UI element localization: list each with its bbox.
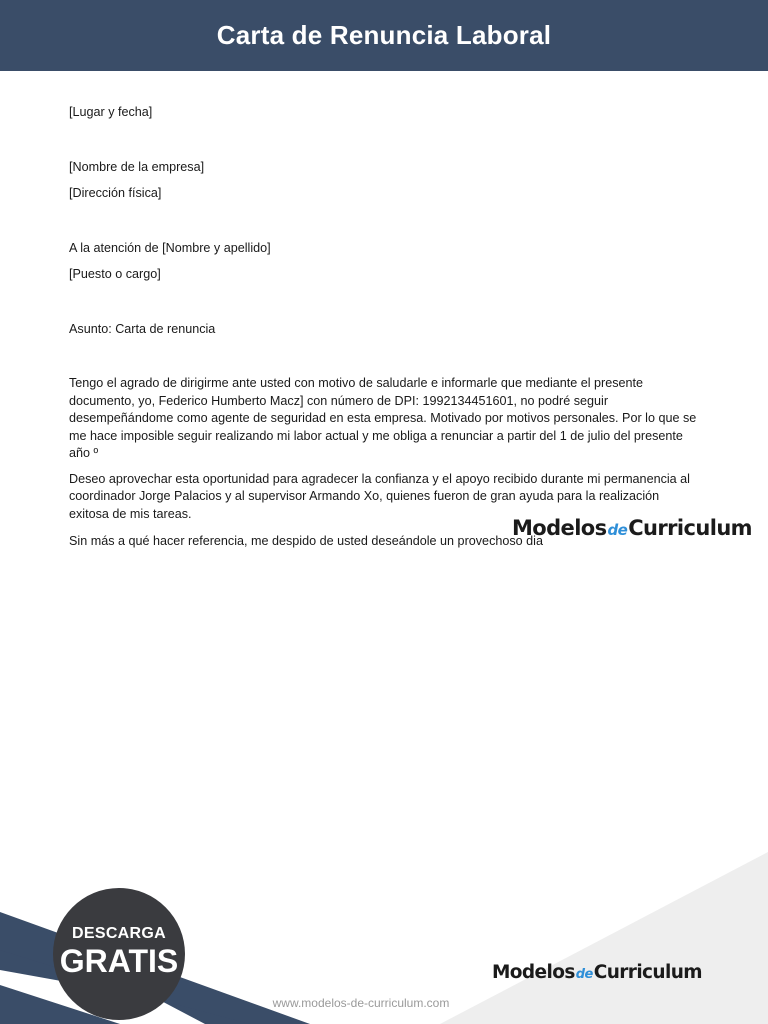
brand-logo bbox=[512, 516, 752, 540]
footer-url[interactable]: www.modelos-de-curriculum.com bbox=[272, 996, 450, 1010]
letter-body bbox=[69, 104, 699, 559]
logo-text-curriculum: Curriculum bbox=[628, 516, 752, 540]
logo-text-modelos: Modelos bbox=[512, 516, 607, 540]
footer-logo-curriculum: Curriculum bbox=[593, 962, 702, 983]
company-address: [Dirección física] bbox=[69, 186, 162, 200]
paragraph-1: Tengo el agrado de dirigirme ante usted con motivo de saludarle e informarle que mediante el presente documento, yo, Federico Humberto Macz] con número de DPI: 1992134451601, no podré seguir desempeñándome como agente de seguridad en esta empresa. Motivado por motivos personales. Por lo que se me hace imposible seguir realizando mi labor actual y me obliga a renunciar a partir del 1 de julio del presente año º bbox=[69, 376, 697, 460]
page-title: Carta de Renuncia Laboral bbox=[216, 20, 552, 50]
page-header bbox=[0, 0, 768, 71]
logo-text-de: de bbox=[607, 521, 628, 539]
footer-logo-modelos: Modelos bbox=[492, 962, 575, 983]
badge-line-1: DESCARGA bbox=[72, 924, 166, 942]
company-name: [Nombre de la empresa] bbox=[69, 159, 205, 174]
subject-line: Asunto: Carta de renuncia bbox=[69, 321, 216, 336]
paragraph-2: Deseo aprovechar esta oportunidad para agradecer la confianza y el apoyo recibido durante mi permanencia al coordinador Jorge Palacios y al supervisor Armando Xo, quienes fueron de gran ayuda para la realización exitosa de mis tareas. bbox=[69, 471, 690, 521]
place-date: [Lugar y fecha] bbox=[69, 105, 153, 119]
footer-logo bbox=[492, 962, 702, 983]
paragraph-3: Sin más a qué hacer referencia, me despido de usted deseándole un provechoso dia bbox=[69, 534, 543, 548]
attention-line: A la atención de [Nombre y apellido] bbox=[69, 240, 271, 255]
badge-line-2: GRATIS bbox=[59, 942, 179, 979]
footer-logo-de: de bbox=[575, 967, 593, 982]
position-line: [Puesto o cargo] bbox=[69, 267, 161, 281]
